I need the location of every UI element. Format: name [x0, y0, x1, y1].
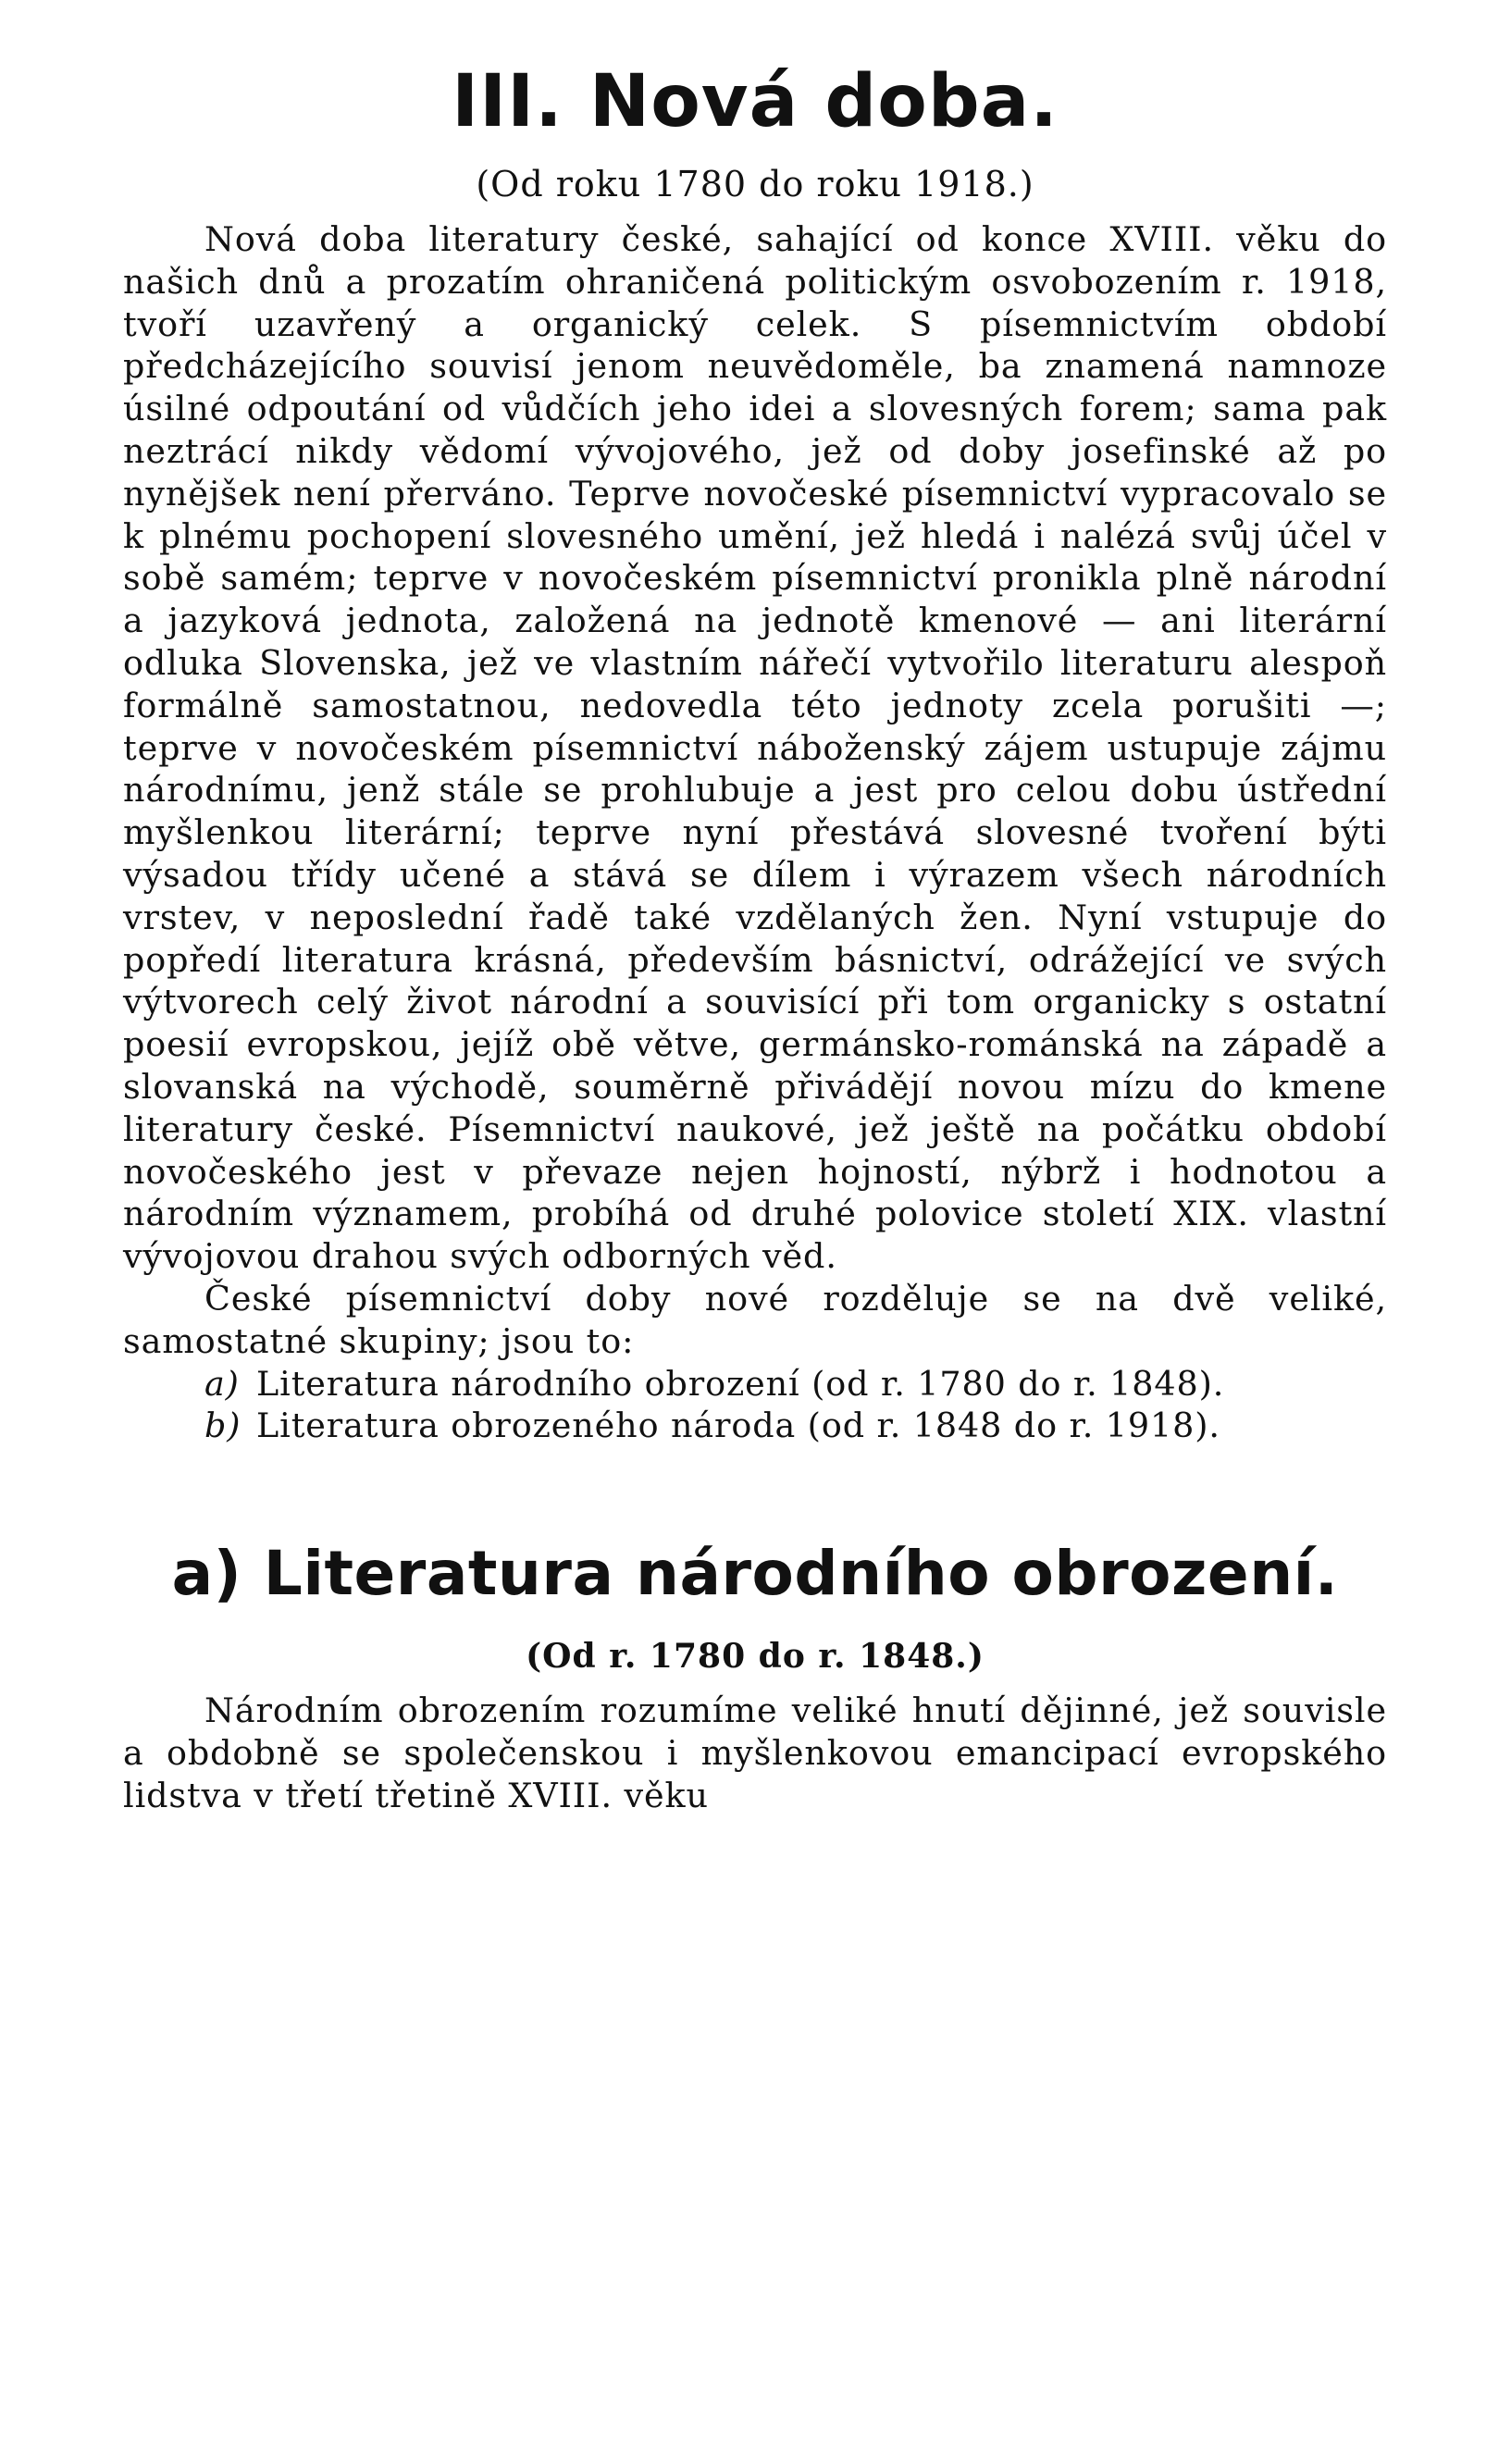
chapter-division-intro: České písemnictví doby nové rozděluje se na dvě veliké, samostatné skupiny; jsou to: — [123, 1278, 1387, 1361]
division-marker: b) — [204, 1405, 242, 1446]
division-item — [123, 1405, 1387, 1447]
division-text: Literatura národního obrození (od r. 1780 do r. 1848). — [256, 1363, 1225, 1404]
chapter-title: III. Nová doba. — [452, 60, 1059, 143]
division-item — [123, 1363, 1387, 1405]
division-list — [123, 1363, 1387, 1448]
section-title: a) Literatura národního obrození. — [171, 1538, 1339, 1610]
chapter-date-range: (Od roku 1780 do roku 1918.) — [476, 164, 1034, 204]
book-page — [123, 56, 1387, 1817]
section-paragraph: Národním obrozením rozumíme veliké hnutí dějinné, jež souvisle a obdobně se společenskou i myšlenkovou emancipací evropského lidstva v třetí třetině XVIII. věku — [123, 1690, 1387, 1815]
section-date-range: (Od r. 1780 do r. 1848.) — [526, 1637, 985, 1677]
division-text: Literatura obrozeného národa (od r. 1848 do r. 1918). — [256, 1405, 1220, 1446]
chapter-intro-paragraph: Nová doba literatury české, sahající od konce XVIII. věku do našich dnů a prozatím ohraničená politickým osvobozením r. 1918, tvoří uzavřený a organický celek. S písemnictvím období předcházejícího souvisí jenom neuvědoměle, ba znamená namnoze úsilné odpoutání od vůdčích jeho idei a slovesných forem; sama pak neztrácí nikdy vědomí vývojového, jež od doby josefinské až po nynějšek není přerváno. Teprve novočeské písemnictví vypracovalo se k plnému pochopení slovesného umění, jež hledá i nalézá svůj účel v sobě samém; teprve v novočeském písemnictví pronikla plně národní a jazyková jednota, založená na jednotě kmenové — ani literární odluka Slovenska, jež ve vlastním nářečí vytvořilo literaturu alespoň formálně samostatnou, nedovedla této jednoty zcela porušiti —; teprve v novočeském písemnictví náboženský zájem ustupuje zájmu národnímu, jenž stále se prohlubuje a jest pro celou dobu ústřední myšlenkou literární; teprve nyní přestává slovesné tvoření býti výsadou třídy učené a stává se dílem i výrazem všech národních vrstev, v neposlední řadě také vzdělaných žen. Nyní vstupuje do popředí literatura krásná, především básnictví, odrážející ve svých výtvorech celý život národní a souvisící při tom organicky s ostatní poesií evropskou, jejíž obě větve, germánsko-románská na západě a slovanská na východě, souměrně přivádějí novou mízu do kmene literatury české. Písemnictví naukové, jež ještě na počátku období novočeského jest v převaze nejen hojností, nýbrž i hodnotou a národním významem, probíhá od druhé polovice století XIX. vlastní vývojovou drahou svých odborných věd. — [123, 219, 1387, 1277]
division-marker: a) — [204, 1363, 240, 1404]
